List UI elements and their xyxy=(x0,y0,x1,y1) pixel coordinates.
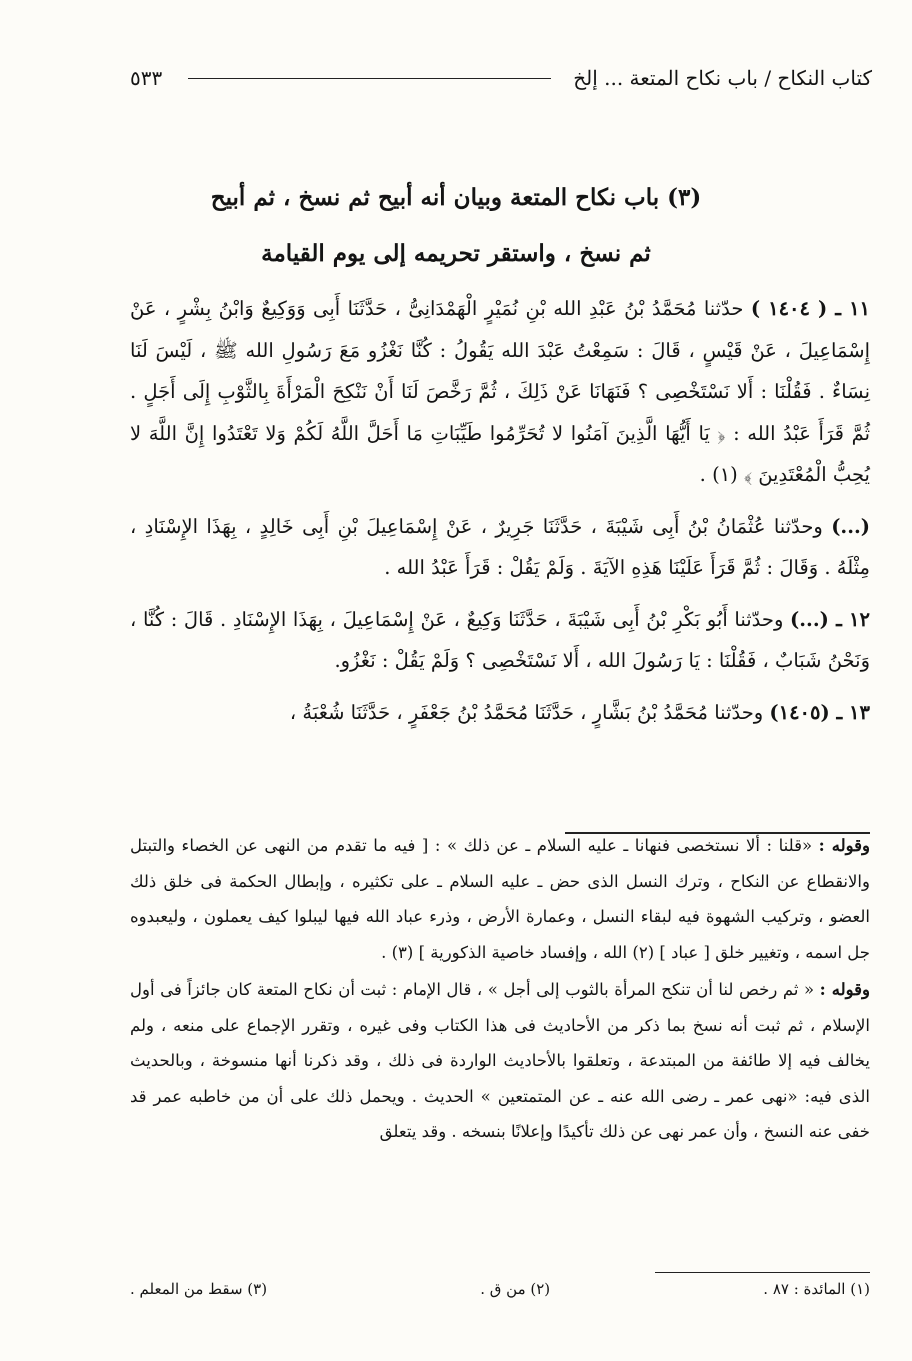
hadith-paragraph xyxy=(130,288,870,496)
chapter-title xyxy=(100,170,812,282)
commentary xyxy=(130,828,870,1152)
commentary-lead: وقوله : xyxy=(818,836,870,855)
commentary-paragraph xyxy=(130,828,870,970)
hadith-number: ١٢ ـ (...) xyxy=(790,607,870,631)
hadith-body: وحدّثنا عُثْمَانُ بْنُ أَبِى شَيْبَةَ ، حَدَّثَنَا جَرِيرٌ ، عَنْ إِسْمَاعِيلَ بْنِ أَبِى خَالِدٍ ، بِهَذَا الإِسْنَادِ ، مِثْلَهُ . وَقَالَ : ثُمَّ قَرَأَ عَلَيْنَا هَذِهِ الآيَةَ . وَلَمْ يَقُلْ : قَرَأَ عَبْدُ الله . xyxy=(130,514,870,579)
hadith-number: ١١ ـ ( ١٤٠٤ ) xyxy=(750,297,871,320)
commentary-paragraph xyxy=(130,972,870,1150)
page-header xyxy=(130,58,872,98)
footnote-divider xyxy=(655,1272,870,1273)
footnotes xyxy=(130,1280,870,1298)
commentary-body: «قلنا : ألا نستخصى فنهانا ـ عليه السلام ـ عن ذلك » : [ فيه ما تقدم من النهى عن الخصاء والتبتل والانقطاع عن النكاح ، وترك النسل الذى حض ـ عليه السلام ـ على تكثيره ، وإبطال الحكمة فى خلق ذلك العضو ، وتركيب الشهوة فيه لبقاء النسل ، وعمارة الأرض ، وذرء عباد الله فيها ليبلوا كيف يعملون ، وليعبدوه جل اسمه ، وتغيير خلق [ عباد ] (٢) الله ، وإفساد خاصية الذكورية ] (٣) . xyxy=(130,836,870,962)
header-rule xyxy=(188,78,551,79)
hadith-body: حدّثنا مُحَمَّدُ بْنُ عَبْدِ الله بْنِ نُمَيْرٍ الْهَمْدَانِىُّ ، حَدَّثَنَا أَبِى وَوَكِيعٌ وَابْنُ بِشْرٍ ، عَنْ إِسْمَاعِيلَ ، عَنْ قَيْسٍ ، قَالَ : سَمِعْتُ عَبْدَ الله يَقُولُ : كُنَّا نَغْزُو مَعَ رَسُولِ الله ﷺ ، لَيْسَ لَنَا نِسَاءٌ . فَقُلْنَا : أَلا نَسْتَخْصِى ؟ فَنَهَانَا عَنْ ذَلِكَ ، ثُمَّ رَخَّصَ لَنَا أَنْ نَنْكِحَ الْمَرْأَةَ بِالثَّوْبِ إِلَى أَجَلٍ . ثُمَّ قَرَأَ عَبْدُ الله : ﴿ يَا أَيُّهَا الَّذِينَ آمَنُوا لا تُحَرِّمُوا طَيِّبَاتِ مَا أَحَلَّ اللَّهُ لَكُمْ وَلا تَعْتَدُوا إِنَّ اللَّهَ لا يُحِبُّ الْمُعْتَدِينَ ﴾ (١) . xyxy=(130,297,870,486)
hadith-number: ١٣ ـ (١٤٠٥) xyxy=(769,700,870,724)
hadith-paragraph xyxy=(130,692,870,734)
running-title: كتاب النكاح / باب نكاح المتعة ... إلخ xyxy=(573,66,872,90)
chapter-title-line-2: ثم نسخ ، واستقر تحريمه إلى يوم القيامة xyxy=(261,240,651,267)
commentary-body: « ثم رخص لنا أن تنكح المرأة بالثوب إلى أجل » ، قال الإمام : ثبت أن نكاح المتعة كان جائزاً فى أول الإسلام ، ثم ثبت أنه نسخ بما ذكر من الأحاديث فى هذا الكتاب وفى غيره ، وتقرر الإجماع على منعه ، ولم يخالف فيه إلا طائفة من المبتدعة ، وتعلقوا بالأحاديث الواردة فى ذلك ، وقد ذكرنا أنها منسوخة ، وبالحديث الذى فيه: «نهى عمر ـ رضى الله عنه ـ عن المتمتعين » الحديث . ويحمل ذلك على أن من خاطبه عمر قد خفى عنه النسخ ، وأن عمر نهى عن ذلك تأكيدًا وإعلانًا بنسخه . وقد يتعلق xyxy=(130,980,870,1141)
page-number: ٥٣٣ xyxy=(130,66,163,90)
chapter-title-line-1: (٣) باب نكاح المتعة وبيان أنه أبيح ثم نسخ ، ثم أبيح xyxy=(210,184,702,211)
footnote-1: (١) المائدة : ٨٧ . xyxy=(763,1280,870,1298)
hadith-number: (...) xyxy=(831,514,871,538)
hadith-body: وحدّثنا أَبُو بَكْرِ بْنُ أَبِى شَيْبَةَ ، حَدَّثَنَا وَكِيعٌ ، عَنْ إِسْمَاعِيلَ ، بِهَذَا الإِسْنَادِ . قَالَ : كُنَّا ، وَنَحْنُ شَبَابٌ ، فَقُلْنَا : يَا رَسُولَ الله ، أَلا نَسْتَخْصِى ؟ وَلَمْ يَقُلْ : نَغْزُو. xyxy=(130,607,870,672)
hadith-paragraph xyxy=(130,506,870,589)
commentary-lead: وقوله : xyxy=(819,980,871,999)
hadith-text xyxy=(130,288,870,743)
footnote-3: (٣) سقط من المعلم . xyxy=(130,1280,268,1298)
footnote-2: (٢) من ق . xyxy=(480,1280,551,1298)
hadith-body: وحدّثنا مُحَمَّدُ بْنُ بَشَّارٍ ، حَدَّثَنَا مُحَمَّدُ بْنُ جَعْفَرٍ ، حَدَّثَنَا شُعْبَةُ ، xyxy=(289,700,764,724)
hadith-paragraph xyxy=(130,599,870,682)
